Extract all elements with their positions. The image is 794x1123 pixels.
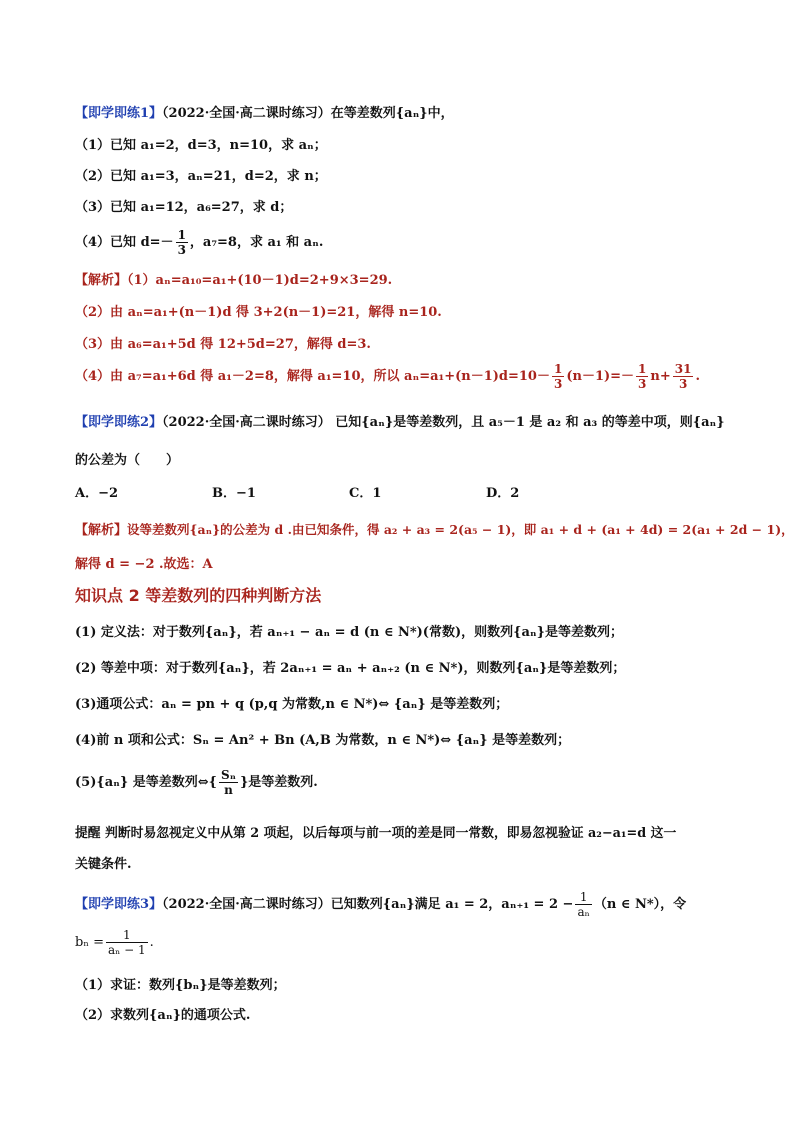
- exercise-3-lead-suffix: （n ∈ N*），令: [593, 897, 687, 912]
- fraction-denominator: 3: [678, 377, 688, 391]
- exercise-1-solution-1: [75, 272, 392, 290]
- option-a: A．−2: [75, 486, 119, 501]
- exercise-1-question-4: [75, 228, 323, 257]
- option-b: B．−1: [212, 486, 256, 501]
- b-definition-prefix: bₙ =: [75, 935, 104, 950]
- fraction: [176, 228, 188, 257]
- fraction-denominator: 3: [638, 377, 647, 391]
- exercise-1-question-3: （3）已知 a₁=12，a₆=27，求 d；: [75, 200, 293, 215]
- fraction: [219, 768, 238, 797]
- solution-4-middle-2: n+: [650, 369, 671, 384]
- exercise-1-lead: （2022·全国·高二课时练习）在等差数列{aₙ}中，: [162, 106, 454, 121]
- exercise-3-definition: [75, 928, 154, 957]
- fraction-denominator: aₙ: [577, 905, 590, 919]
- knowledge-point-title: 知识点 2 等差数列的四种判断方法: [75, 586, 322, 605]
- method-3: (3)通项公式：aₙ = pn + q (p,q 为常数,n ∈ N*)⇔ {aₙ} 是等差数列；: [75, 697, 509, 712]
- option-c: C．1: [349, 486, 382, 501]
- method-4: (4)前 n 项和公式：Sₙ = An² + Bn (A,B 为常数，n ∈ N*)⇔ {aₙ} 是等差数列；: [75, 733, 571, 748]
- solution-tag: 【解析】: [75, 523, 128, 538]
- fraction-numerator: 1: [106, 928, 148, 943]
- fraction-numerator: 1: [177, 228, 186, 242]
- exercise-1-question-1: （1）已知 a₁=2，d=3，n=10，求 aₙ；: [75, 138, 327, 153]
- fraction-numerator: Sₙ: [221, 768, 236, 782]
- fraction: [636, 362, 648, 391]
- fraction-numerator: 31: [674, 362, 692, 376]
- reminder-line-2: 关键条件.: [75, 857, 132, 872]
- fraction-denominator: 3: [553, 377, 563, 391]
- q4-prefix: （4）已知 d=－: [75, 235, 174, 250]
- solution-1-text: （1）aₙ=a₁₀=a₁+(10－1)d=2+9×3=29.: [127, 273, 393, 288]
- reminder-line-1: 提醒 判断时易忽视定义中从第 2 项起，以后每项与前一项的差是同一常数，即易忽视验证 a₂−a₁=d 这一: [75, 826, 677, 841]
- method-5-prefix: (5){aₙ} 是等差数列⇔{: [75, 775, 218, 790]
- exercise-1-solution-4: [75, 362, 700, 391]
- exercise-1-question-2: （2）已知 a₁=3，aₙ=21，d=2，求 n；: [75, 169, 327, 184]
- exercise-3-heading: [75, 890, 686, 919]
- fraction: [106, 928, 148, 957]
- fraction-numerator: 1: [553, 362, 563, 376]
- exercise-3-lead: （2022·全国·高二课时练习）已知数列{aₙ}满足 a₁ = 2，aₙ₊₁ = 2 −: [162, 897, 574, 912]
- exercise-3-tag: 【即学即练3】: [75, 897, 163, 912]
- exercise-2-options: [75, 485, 623, 503]
- exercise-1-tag: 【即学即练1】: [75, 106, 163, 121]
- exercise-1-solution-3: （3）由 a₆=a₁+5d 得 12+5d=27，解得 d=3.: [75, 337, 371, 352]
- exercise-1-solution-2: （2）由 aₙ=a₁+(n－1)d 得 3+2(n－1)=21，解得 n=10.: [75, 305, 442, 320]
- exercise-2-line-2: 的公差为（ ）: [75, 453, 180, 468]
- exercise-2-tag: 【即学即练2】: [75, 415, 163, 430]
- solution-4-end: .: [695, 369, 700, 384]
- exercise-2-lead: （2022·全国·高二课时练习） 已知{aₙ}是等差数列，且 a₅－1 是 a₂ 和 a₃ 的等差中项，则{aₙ}: [162, 415, 725, 430]
- fraction: [552, 362, 564, 391]
- method-1: (1) 定义法：对于数列{aₙ}，若 aₙ₊₁ − aₙ = d (n ∈ N*)(常数)，则数列{aₙ}是等差数列；: [75, 625, 623, 640]
- exercise-3-question-1: （1）求证：数列{bₙ}是等差数列；: [75, 978, 286, 993]
- exercise-2-solution-2: 解得 d = −2 .故选：A: [75, 557, 213, 572]
- solution-4-prefix: （4）由 a₇=a₁+6d 得 a₁－2=8，解得 a₁=10，所以 aₙ=a₁+(n－1)d=10－: [75, 369, 550, 384]
- fraction-denominator: 3: [177, 243, 186, 257]
- fraction-denominator: aₙ − 1: [107, 943, 146, 957]
- method-5: [75, 768, 318, 797]
- solution-text: 设等差数列{aₙ}的公差为 d .由已知条件，得 a₂ + a₃ = 2(a₅ − 1)，即 a₁ + d + (a₁ + 4d) = 2(a₁ + 2d − 1)，: [127, 522, 794, 537]
- solution-4-middle: (n－1)=－: [566, 369, 635, 384]
- fraction-denominator: n: [224, 783, 233, 797]
- exercise-3-question-2: （2）求数列{aₙ}的通项公式.: [75, 1008, 251, 1023]
- b-definition-end: .: [149, 935, 154, 950]
- fraction-numerator: 1: [638, 362, 647, 376]
- exercise-2-solution: [75, 521, 794, 540]
- fraction-numerator: 1: [575, 890, 591, 905]
- solution-tag: 【解析】: [75, 273, 128, 288]
- method-2: (2) 等差中项：对于数列{aₙ}，若 2aₙ₊₁ = aₙ + aₙ₊₂ (n ∈ N*)，则数列{aₙ}是等差数列；: [75, 661, 626, 676]
- exercise-2-heading: [75, 414, 725, 432]
- fraction: [673, 362, 694, 391]
- method-5-suffix: }是等差数列.: [239, 775, 318, 790]
- option-d: D．2: [486, 486, 520, 501]
- fraction: [575, 890, 591, 919]
- q4-suffix: ，a₇=8，求 a₁ 和 aₙ.: [189, 235, 324, 250]
- exercise-1-heading: [75, 105, 454, 123]
